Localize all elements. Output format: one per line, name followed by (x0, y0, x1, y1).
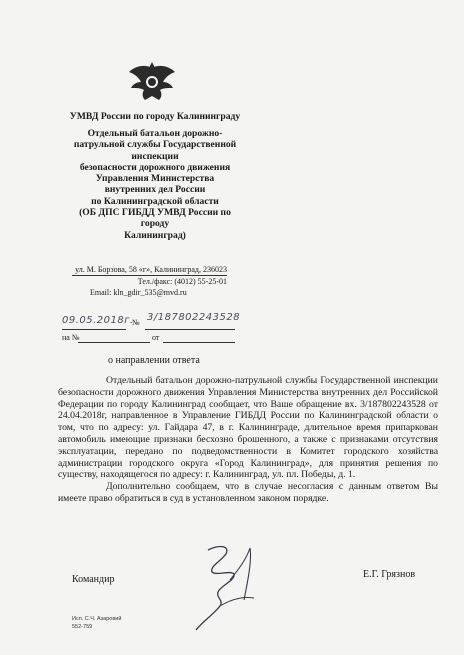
dept-line: инспекции (131, 150, 179, 162)
handwritten-signature (190, 540, 265, 635)
on-label: на № (62, 333, 80, 342)
address-line: ул. М. Борзова, 58 «г», Калининград, 236023 (75, 265, 227, 274)
executor-note (72, 615, 121, 631)
coat-of-arms-emblem (127, 62, 177, 104)
from-label: от (152, 333, 160, 342)
phone-line: Тел./факс: (4012) 55-25-01 (137, 277, 227, 286)
dept-line: Управления Министерства (95, 173, 215, 185)
subject-line: о направлении ответа (108, 355, 200, 366)
body-paragraph: Дополнительно сообщаем, что в случае несогласия с данным ответом Вы имеете право обратиться в суд в установленном законом порядке. (58, 481, 438, 504)
signer-role: Командир (72, 574, 115, 585)
dept-line: (ОБ ДПС ГИБДД УМВД России по (79, 207, 231, 219)
dept-line: безопасности дорожного движения (79, 161, 231, 173)
from-underline (163, 342, 235, 343)
date-underline (62, 329, 126, 330)
executor-name: Исп. С.Ч. Азаровий (72, 616, 122, 622)
dept-line: по Калининградской области (91, 195, 219, 207)
dept-line: Калининград) (124, 229, 186, 241)
dept-line: городу (140, 218, 170, 230)
number-sign: № (132, 318, 140, 327)
letter-body (58, 375, 438, 505)
body-paragraph: Отдельный батальон дорожно-патрульной службы Государственной инспекции безопасности дорожного движения Управления Министерства внутренних дел Российской Федерации по городу Калининград сообщает, что Ваше обращение вх. 3/187802243528 от 24.04.2018г, направленное в Управление ГИБДД России по Калининградской области о том, что по адресу: ул. Гайдара 47, в г. Калининграде, длительное время припаркован автомобиль имеющие признаки бесхозно брошенного, а также с признаками отсутствия эксплуатации, передано по подведомственности в Комитет городского хозяйства администрации городского округа «Город Калининград», для принятия решения по существу, находящегося по адресу: г. Калининград, ул. пл. Победы, д. 1. (58, 375, 438, 481)
email-line: Email: kln_gdir_535@mvd.ru (90, 288, 187, 297)
number-handwritten: 3/187802243528 (147, 312, 241, 323)
dept-line: патрульной службы Государственной (73, 139, 237, 151)
number-underline (145, 329, 235, 330)
on-underline (78, 342, 150, 343)
date-handwritten: 09.05.2018г. (62, 315, 134, 326)
dept-line: внутренних дел России (104, 184, 206, 196)
department-block (50, 128, 260, 241)
executor-phone: 552-759 (72, 624, 93, 630)
dept-line: Отдельный батальон дорожно- (87, 128, 223, 139)
signer-name: Е.Г. Грязнов (363, 569, 416, 580)
org-top-title: УМВД России по городу Калининграду (69, 111, 241, 122)
